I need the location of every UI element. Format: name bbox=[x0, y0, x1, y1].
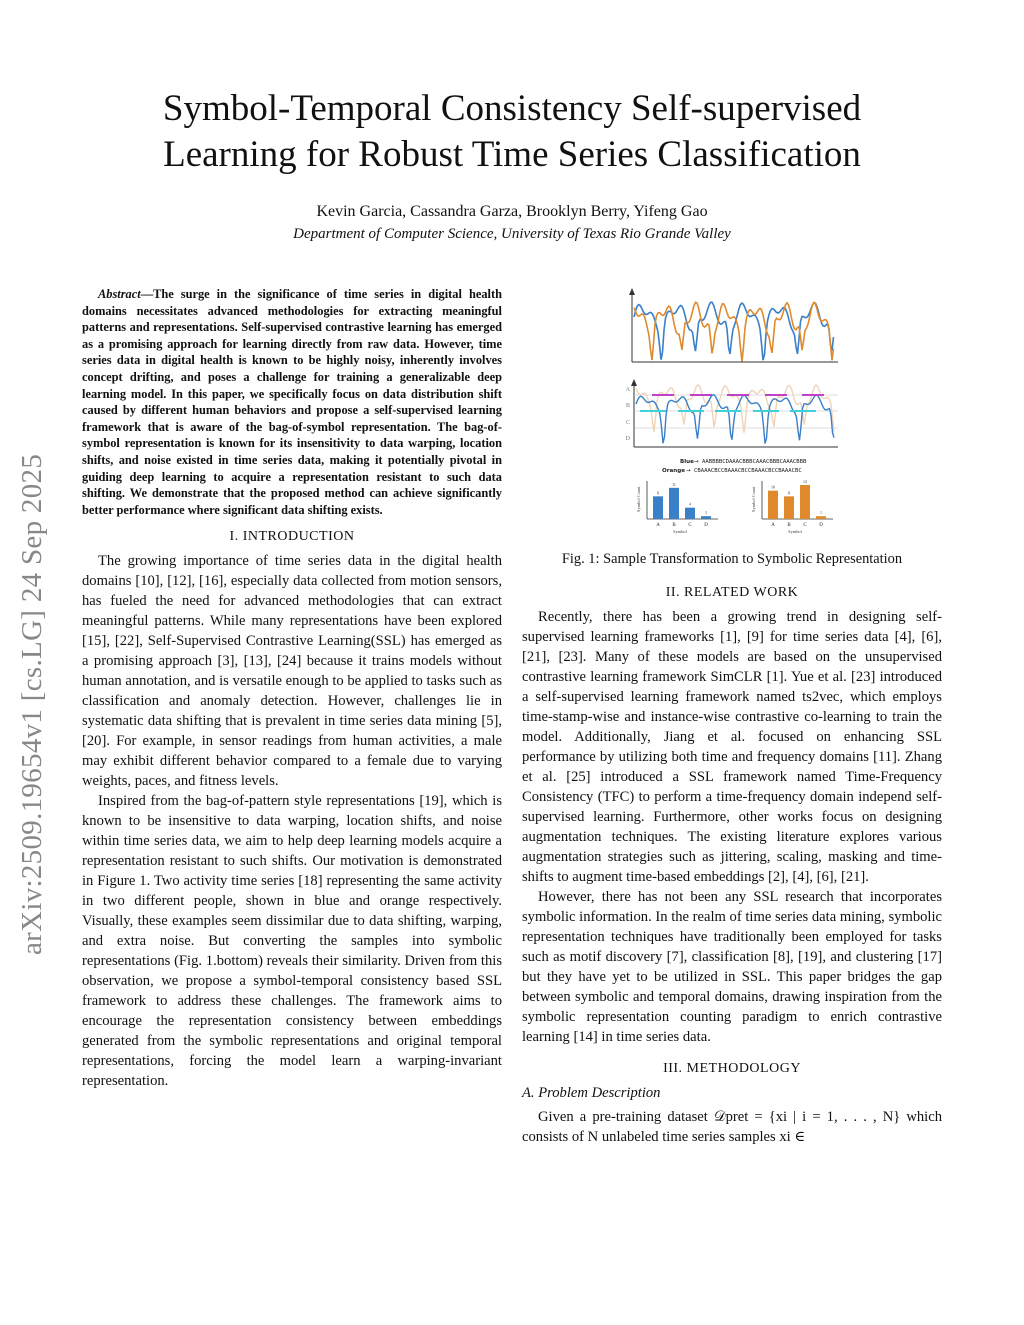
author-list: Kevin Garcia, Cassandra Garza, Brooklyn Berry, Yifeng Gao bbox=[316, 203, 708, 220]
raw-blue-series bbox=[634, 302, 834, 360]
blue-bar-xlabel: Symbol bbox=[673, 529, 687, 534]
method-paragraph-1: Given a pre-training dataset 𝒟pret = {xi | i = 1, . . . , N} which consists of N unlabeled time series samples xi ∈ bbox=[522, 1109, 942, 1145]
bars-blue-bar-A bbox=[653, 496, 663, 519]
abstract-text: —The surge in the significance of time series in digital health domains necessitates advanced methodologies for extracting meaningful patterns and representations. Self-supervised contrastive learning has emerged as a promising approach for learning directly from raw data. However, time series data in digital health is known to be highly noisy, inherently involves concept drifting, and poses a challenge for training a generalizable deep learning model. In this paper, we specifically focus on data distribution shift caused by different human behaviors and propose a self-supervised learning framework that is aware of the bag-of-symbol representation. The bag-of-symbol representation is known for its insensitivity to data warping, location shifts, and noise existed in time series data, making it potentially pivotal in guiding deep learning to acquire a representation resistant to such data shifting. We demonstrate that the proposed method can achieve significantly better performance where significant data shifting exists. bbox=[82, 287, 502, 517]
title-line-2: Learning for Robust Time Series Classification bbox=[163, 134, 861, 175]
sym-label-b: B bbox=[625, 403, 630, 409]
bars-orange-bar-A bbox=[768, 491, 778, 519]
blue-bar-ylabel: Symbol Count bbox=[636, 486, 641, 512]
section-heading-methodology: III. METHODOLOGY bbox=[663, 1061, 801, 1076]
legend-arrow-orange-icon: → bbox=[686, 468, 691, 474]
abstract-lead: Abstract bbox=[98, 287, 141, 301]
bars-orange-value-A: 10 bbox=[771, 484, 775, 490]
bars-blue-value-D: 1 bbox=[705, 510, 707, 516]
bars-orange-value-C: 12 bbox=[803, 479, 807, 484]
bars-blue-tick-D: D bbox=[704, 523, 708, 528]
legend-blue-label: Blue bbox=[680, 459, 694, 465]
bars-orange-tick-B: B bbox=[787, 523, 791, 528]
legend-blue-sequence: AABBBBCDAAACBBBCAAACBBBCAAACBBB bbox=[702, 459, 807, 465]
bars-blue-bar-C bbox=[685, 508, 695, 519]
raw-signal-panel bbox=[629, 288, 838, 362]
bars-orange-tick-D: D bbox=[819, 523, 823, 528]
legend-arrow-blue-icon: → bbox=[694, 459, 699, 465]
bars-blue-value-B: 11 bbox=[672, 481, 676, 487]
bars-blue-value-A: 8 bbox=[657, 490, 659, 496]
bars-orange-bar-D bbox=[816, 516, 826, 519]
blue-bar-chart bbox=[636, 481, 718, 534]
sym-y-arrow-icon bbox=[631, 379, 637, 386]
bars-blue-tick-B: B bbox=[672, 523, 676, 528]
orange-bar-chart bbox=[751, 479, 833, 534]
figure-1-graphic bbox=[522, 287, 942, 545]
sym-label-a: A bbox=[625, 387, 630, 393]
section-heading-related-work: II. RELATED WORK bbox=[665, 585, 799, 600]
legend-orange-label: Orange bbox=[662, 468, 686, 474]
abstract bbox=[82, 286, 502, 518]
section-heading-introduction: I. INTRODUCTION bbox=[229, 529, 355, 545]
bars-blue-bar-B bbox=[669, 488, 679, 519]
figure-1-caption: Fig. 1: Sample Transformation to Symbolic Representation bbox=[561, 551, 903, 567]
bars-orange-tick-A: A bbox=[771, 523, 775, 528]
sym-label-c: C bbox=[625, 420, 630, 426]
orange-bar-xlabel: Symbol bbox=[788, 529, 802, 534]
related-paragraph-1: Recently, there has been a growing trend in designing self-supervised learning frameworks [1], [9] for time series data [4], [6], [21], [23]. Many of these models are based on the unsupervised contrastive learning framework SimCLR [1]. Yue et al. [23] introduced a self-supervised learning framework named ts2vec, which employs time-stamp-wise and instance-wise contrastive co-learning to train the model. Additionally, Jiang et al. focused on enhancing SSL performance by utilizing both time and frequency domains [11]. Zhang et al. [25] introduced a SSL framework named Time-Frequency Consistency (TFC) to perform a time-frequency domain independ self-supervised learning. Furthermore, other works focus on designing augmentation techniques. The existing literature explores various augmentation strategies such as jittering, scaling, masking and time-shifts to augment time-based embeddings [2], [4], [6], [21]. bbox=[522, 609, 942, 885]
symbolic-panel bbox=[626, 379, 838, 447]
orange-bar-ylabel: Symbol Count bbox=[751, 486, 756, 512]
sequence-legend bbox=[662, 459, 807, 474]
figure-1 bbox=[522, 287, 942, 545]
bars-orange-value-D: 1 bbox=[820, 510, 822, 516]
bars-orange-bar-C bbox=[800, 485, 810, 519]
paper-title bbox=[90, 86, 934, 178]
right-column bbox=[522, 287, 942, 1147]
bars-blue-tick-C: C bbox=[688, 523, 692, 528]
bars-orange-value-B: 8 bbox=[788, 490, 790, 496]
arxiv-identifier[interactable]: arXiv:2509.19654v1 [cs.LG] 24 Sep 2025 bbox=[16, 453, 48, 955]
subsection-problem-description: A. Problem Description bbox=[522, 1085, 661, 1101]
affiliation: Department of Computer Science, University of Texas Rio Grande Valley bbox=[293, 226, 731, 242]
legend-orange-sequence: CBAAACBCCBAAACBCCBAAACBCCBAAACBC bbox=[694, 468, 802, 474]
bars-orange-bar-B bbox=[784, 496, 794, 519]
intro-paragraph-1: The growing importance of time series data in the digital health domains [10], [12], [16], especially data collected from motion sensors, has fueled the need for advanced methodologies that can extract meaningful patterns. While many representations have been explored [15], [22], Self-Supervised Contrastive Learning(SSL) has emerged as a promising approach [3], [13], [24] because it trains models without human annotation, and is versatile enough to be applied to tasks such as classification and anomaly detection. However, challenges lie in systematic data shifting that is prevalent in time series data mining [5], [20]. For example, in sensor readings from human activities, a male may exhibit different behavior compared to a female due to varying weights, paces, and fitness levels. bbox=[82, 553, 502, 790]
title-line-1: Symbol-Temporal Consistency Self-supervised bbox=[162, 88, 862, 129]
sym-label-d: D bbox=[625, 436, 630, 442]
bars-blue-value-C: 4 bbox=[689, 501, 691, 507]
bars-blue-tick-A: A bbox=[656, 523, 660, 528]
left-column bbox=[82, 286, 502, 1091]
related-paragraph-2: However, there has not been any SSL research that incorporates symbolic information. In the realm of time series data mining, symbolic representation techniques have traditionally been employed for tasks such as motif discovery [7], classification [8], [19], and clustering [17] but they have yet to be utilized in SSL. This paper bridges the gap between symbolic and temporal domains, drawing inspiration from the symbolic representation counting paradigm to enrich contrastive learning [14] in time series data. bbox=[522, 889, 942, 1045]
raw-y-arrow-icon bbox=[629, 288, 635, 295]
intro-paragraph-2: Inspired from the bag-of-pattern style representations [19], which is known to be insensitive to data warping, location shifts, and noise within time series data, we aim to help deep learning models acquire a representation resistant to such shifts. Our motivation is demonstrated in Figure 1. Two activity time series [18] representing the same activity in two different people, shown in blue and orange respectively. Visually, these examples seem dissimilar due to data shifting, warping, and extra noise. But converting the samples into symbolic representations (Fig. 1.bottom) reveals their similarity. Driven from this observation, we propose a symbol-temporal consistency based SSL framework to address these challenges. The framework aims to encourage the representation consistency between embeddings generated from the symbolic representations and original temporal representations, forcing the model learn a warping-invariant representation. bbox=[82, 793, 502, 1090]
bars-blue-bar-D bbox=[701, 516, 711, 519]
bars-orange-tick-C: C bbox=[803, 523, 807, 528]
